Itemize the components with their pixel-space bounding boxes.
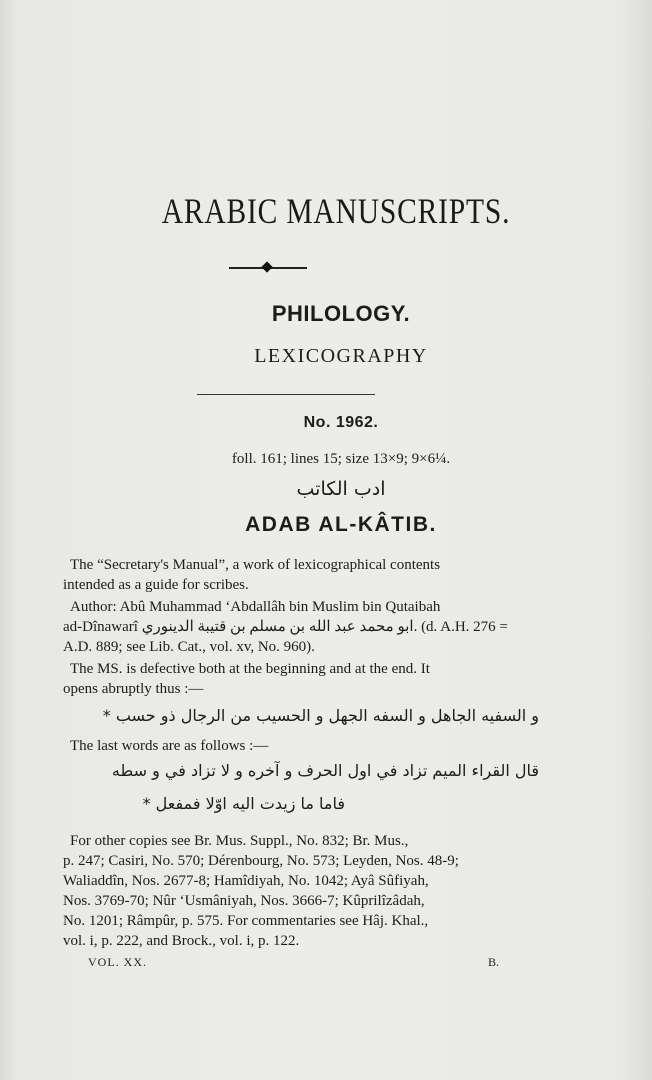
entry-latin-title: ADAB AL-KÂTIB. bbox=[245, 513, 437, 536]
entry-arabic-title: ادب الكاتب bbox=[296, 478, 386, 500]
description-line: intended as a guide for scribes. bbox=[63, 577, 249, 593]
closing-arabic-line: قال القراء الميم تزاد في اول الحرف و آخره و لا تزاد في و سطه bbox=[111, 761, 539, 780]
diamond-icon bbox=[261, 261, 272, 272]
entry-number: No. 1962. bbox=[303, 414, 379, 431]
description-line: The “Secretary's Manual”, a work of lexicographical contents bbox=[70, 557, 441, 573]
section-heading: PHILOLOGY. bbox=[271, 301, 411, 326]
signature-mark: B. bbox=[488, 955, 500, 969]
author-line: A.D. 889; see Lib. Cat., vol. xv, No. 960). bbox=[63, 639, 315, 655]
title-ornament bbox=[229, 262, 307, 274]
other-copies-line: Nos. 3769-70; Nûr ‘Usmâniyah, Nos. 3666-7; Kûprilîzâdah, bbox=[63, 893, 425, 909]
defect-note-line: opens abruptly thus :— bbox=[63, 681, 204, 697]
author-line: Author: Abû Muhammad ‘Abdallâh bin Muslim bin Qutaibah bbox=[70, 599, 441, 615]
defect-note-line: The MS. is defective both at the beginning and at the end. It bbox=[70, 661, 430, 677]
entry-collation: foll. 161; lines 15; size 13×9; 9×6¼. bbox=[231, 451, 451, 467]
closing-arabic-line: فاما ما زيدت اليه اوّلا فمفعل * bbox=[142, 794, 345, 813]
other-copies-line: vol. i, p. 222, and Brock., vol. i, p. 122. bbox=[63, 933, 300, 949]
subsection-heading: LEXICOGRAPHY bbox=[254, 345, 428, 367]
page-main-title: ARABIC MANUSCRIPTS. bbox=[161, 191, 511, 231]
volume-label: VOL. XX. bbox=[88, 955, 147, 969]
heading-divider bbox=[197, 394, 375, 395]
opening-arabic-text: و السفيه الجاهل و السفه الجهل و الحسيب من الرجال ذو حسب * bbox=[102, 706, 539, 725]
last-words-label: The last words are as follows :— bbox=[70, 738, 269, 754]
other-copies-line: Waliaddîn, Nos. 2677-8; Hamîdiyah, No. 1042; Ayâ Sûfiyah, bbox=[63, 873, 429, 889]
other-copies-line: No. 1201; Râmpûr, p. 575. For commentaries see Hâj. Khal., bbox=[63, 913, 429, 929]
author-line: ad-Dînawarî ابو محمد عبد الله بن مسلم بن قتيبة الدينوري. (d. A.H. 276 = bbox=[63, 619, 508, 635]
other-copies-line: For other copies see Br. Mus. Suppl., No. 832; Br. Mus., bbox=[70, 833, 409, 849]
other-copies-line: p. 247; Casiri, No. 570; Dérenbourg, No. 573; Leyden, Nos. 48-9; bbox=[63, 853, 459, 869]
